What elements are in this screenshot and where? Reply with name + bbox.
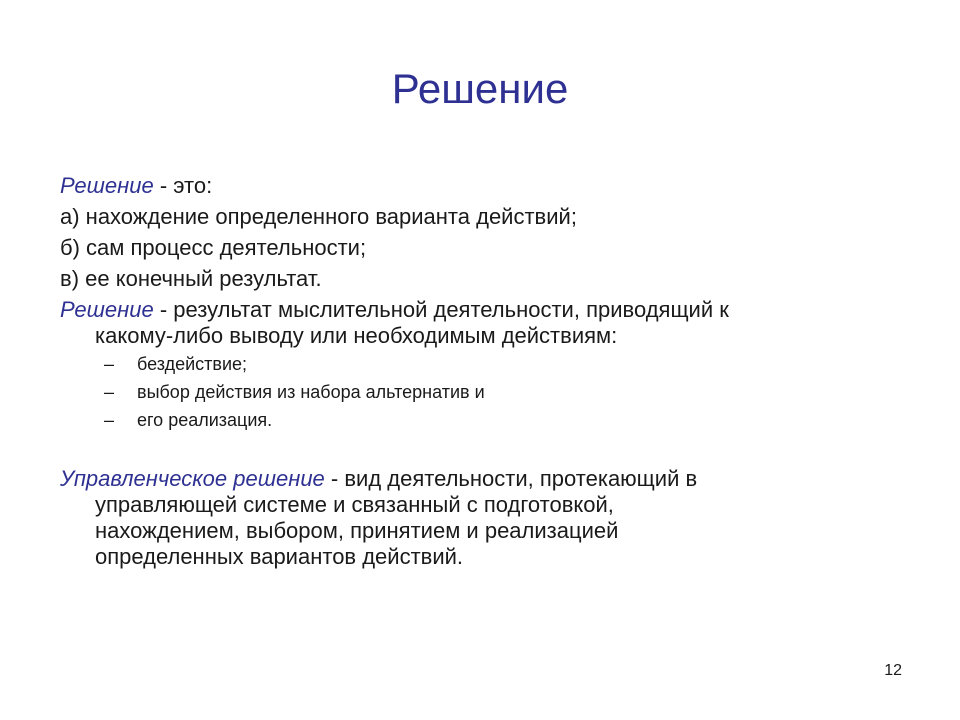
definition3-line3: нахождением, выбором, принятием и реализацией [95, 518, 619, 543]
definition2-bullet-3 [104, 409, 272, 431]
slide-title: Решение [391, 65, 569, 112]
dash-icon: – [104, 410, 115, 430]
bullet-text: выбор действия из набора альтернатив и [137, 382, 485, 402]
definition3-term: Управленческое решение [60, 466, 325, 491]
dash-icon: – [104, 354, 115, 374]
definition2-term: Решение [60, 297, 154, 322]
definition2-bullet-2 [104, 381, 485, 403]
definition3-line4: определенных вариантов действий. [95, 544, 464, 569]
definition1-suffix: - это: [153, 173, 213, 198]
definition2-bullet-1 [104, 353, 247, 375]
definition3-line1-text: - вид деятельности, протекающий в [324, 466, 698, 491]
definition1-item-b: б) сам процесс деятельности; [60, 235, 367, 260]
definition3-line1 [60, 466, 697, 492]
definition1-item-c: в) ее конечный результат. [60, 266, 322, 291]
bullet-text: его реализация. [137, 410, 273, 430]
page-number: 12 [884, 662, 902, 679]
definition1-heading [60, 173, 212, 199]
definition3-line2: управляющей системе и связанный с подготовкой, [95, 492, 614, 517]
definition2-line1 [60, 297, 729, 323]
definition1-item-a: а) нахождение определенного варианта действий; [60, 204, 577, 229]
definition2-line2: какому-либо выводу или необходимым действиям: [95, 323, 618, 348]
definition1-term: Решение [60, 173, 154, 198]
bullet-text: бездействие; [137, 354, 248, 374]
definition2-line1-text: - результат мыслительной деятельности, приводящий к [153, 297, 729, 322]
dash-icon: – [104, 382, 115, 402]
